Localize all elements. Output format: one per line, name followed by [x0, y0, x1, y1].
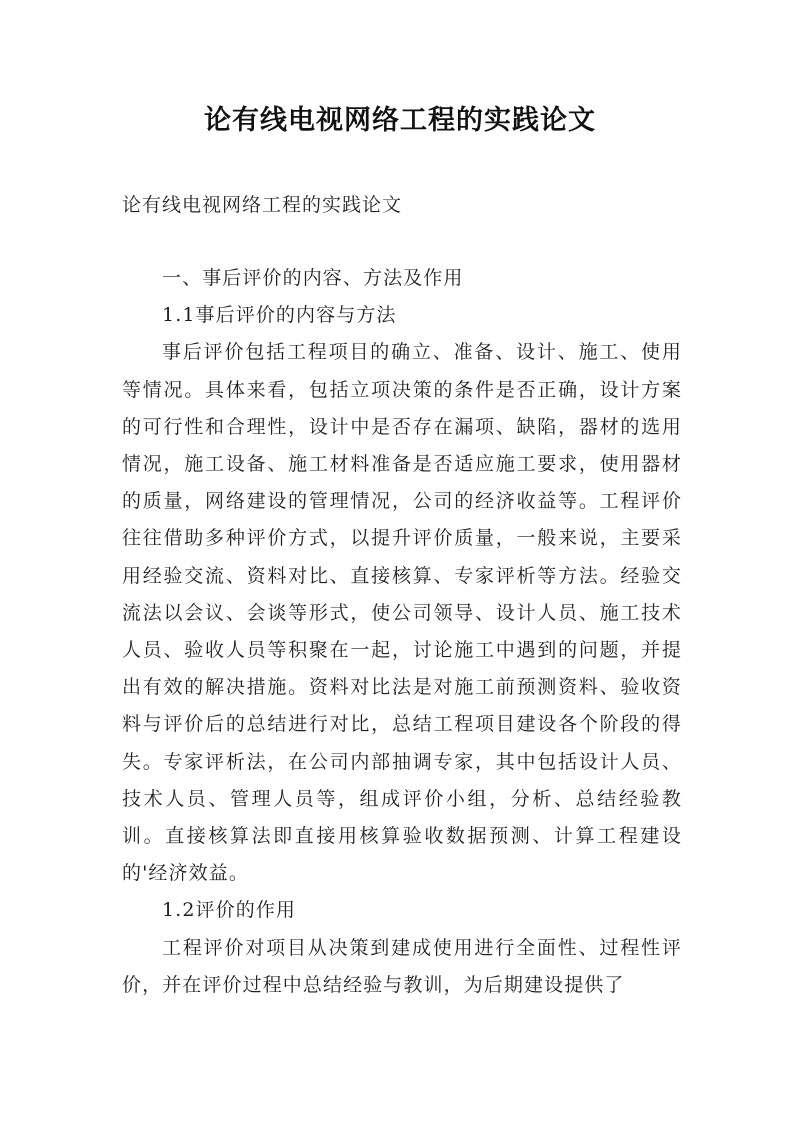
section-1-2-heading: 1.2评价的作用: [162, 899, 297, 922]
section-1-1-paragraph: 事后评价包括工程项目的确立、准备、设计、施工、使用等情况。具体来看，包括立项决策的条件是否正确，设计方案的可行性和合理性，设计中是否存在漏项、缺陷，器材的选用情况，施工设备、施工材料准备是否适应施工要求，使用器材的质量，网络建设的管理情况，公司的经济收益等。工程评价往往借助多种评价方式，以提升评价质量，一般来说，主要采用经验交流、资料对比、直接核算、专家评析等方法。经验交流法以会议、会谈等形式，使公司领导、设计人员、施工技术人员、验收人员等积聚在一起，讨论施工中遇到的问题，并提出有效的解决措施。资料对比法是对施工前预测资料、验收资料与评价后的总结进行对比，总结工程项目建设各个阶段的得失。专家评析法，在公司内部抽调专家，其中包括设计人员、技术人员、管理人员等，组成评价小组，分析、总结经验教训。直接核算法即直接用核算验收数据预测、计算工程建设的'经济效益。: [122, 341, 682, 885]
document-title: 论有线电视网络工程的实践论文: [204, 105, 596, 136]
section-1-2-paragraph: 工程评价对项目从决策到建成使用进行全面性、过程性评价，并在评价过程中总结经验与教训，为后期建设提供了: [122, 936, 682, 996]
section-1-heading: 一、事后评价的内容、方法及作用: [162, 267, 464, 289]
document-subtitle: 论有线电视网络工程的实践论文: [122, 194, 403, 216]
document-body: [122, 260, 682, 1004]
section-1-1-heading: 1.1事后评价的内容与方法: [162, 304, 397, 327]
